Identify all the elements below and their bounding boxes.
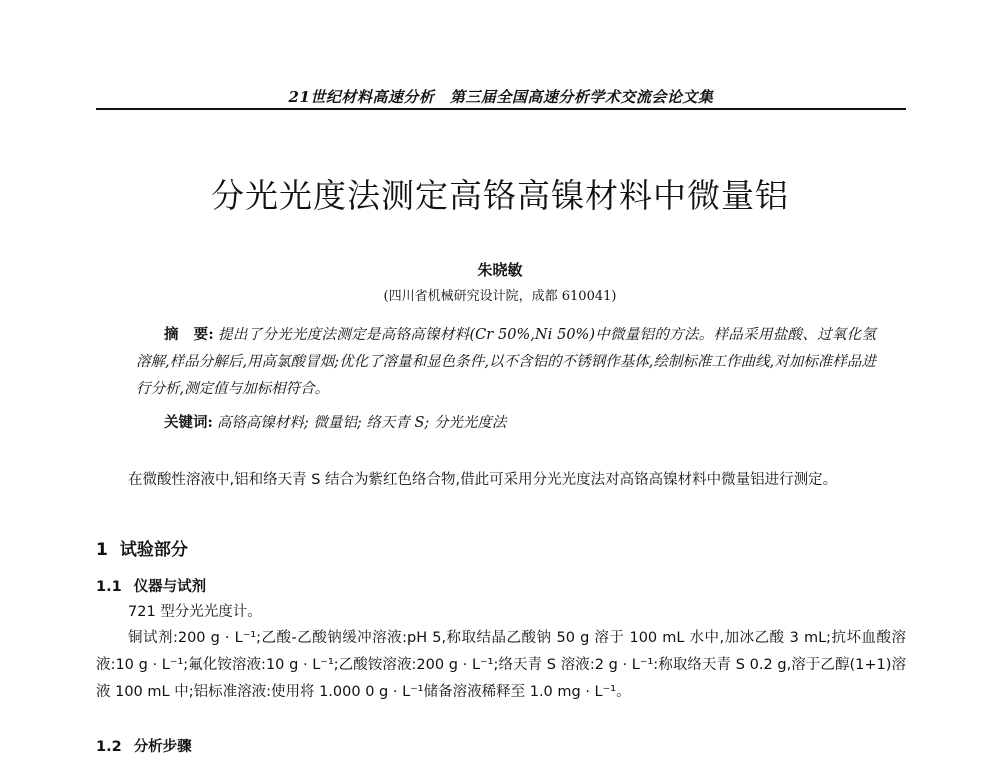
keywords-text: 高铬高镍材料; 微量铝; 络天青 S; 分光光度法	[216, 415, 507, 431]
author-name: 朱晓敏	[477, 261, 523, 279]
section-number: 1	[96, 540, 108, 560]
section-heading-1-1	[96, 575, 206, 596]
section-heading-1-2	[96, 735, 192, 756]
abstract	[136, 321, 876, 403]
section-title: 分析步骤	[133, 739, 192, 755]
section-title: 试验部分	[119, 540, 188, 560]
abstract-text: 提出了分光光度法测定是高铬高镍材料(Cr 50%,Ni 50%)中微量铝的方法。样品采用盐酸、过氧化氢溶解,样品分解后,用高氯酸冒烟;优化了溶量和显色条件,以不含铝的不锈钢作基体,绘制标准工作曲线,对加标准样品进行分析,测定值与加标相符合。	[136, 327, 876, 397]
section-title: 仪器与试剂	[133, 579, 207, 595]
section-number: 1.1	[96, 579, 122, 595]
running-head: 21世纪材料高速分析 第三届全国高速分析学术交流会论文集	[288, 88, 714, 106]
reagents-paragraph: 铜试剂:200 g · L⁻¹;乙酸-乙酸钠缓冲溶液:pH 5,称取结晶乙酸钠 50 g 溶于 100 mL 水中,加冰乙酸 3 mL;抗坏血酸溶液:10 g · L⁻¹;氟化铵溶液:10 g · L⁻¹;乙酸铵溶液:200 g · L⁻¹;络天青 S 溶液:2 g · L⁻¹:称取络天青 S 0.2 g,溶于乙醇(1+1)溶液 100 mL 中;铝标准溶液:使用将 1.000 0 g · L⁻¹储备溶液稀释至 1.0 mg · L⁻¹。	[96, 630, 906, 700]
header-rule	[96, 108, 906, 110]
paper-title: 分光光度法测定高铬高镍材料中微量铝	[211, 176, 789, 215]
section-heading-1	[96, 535, 188, 560]
author-affiliation: (四川省机械研究设计院，成都 610041)	[383, 289, 617, 304]
section-number: 1.2	[96, 739, 122, 755]
instrument-paragraph: 721 型分光光度计。	[128, 604, 262, 620]
abstract-label: 摘 要:	[164, 326, 214, 343]
intro-paragraph: 在微酸性溶液中,铝和络天青 S 结合为紫红色络合物,借此可采用分光光度法对高铬高镍材料中微量铝进行测定。	[128, 472, 838, 488]
keywords-label: 关键词:	[164, 414, 213, 431]
keywords	[164, 411, 884, 432]
